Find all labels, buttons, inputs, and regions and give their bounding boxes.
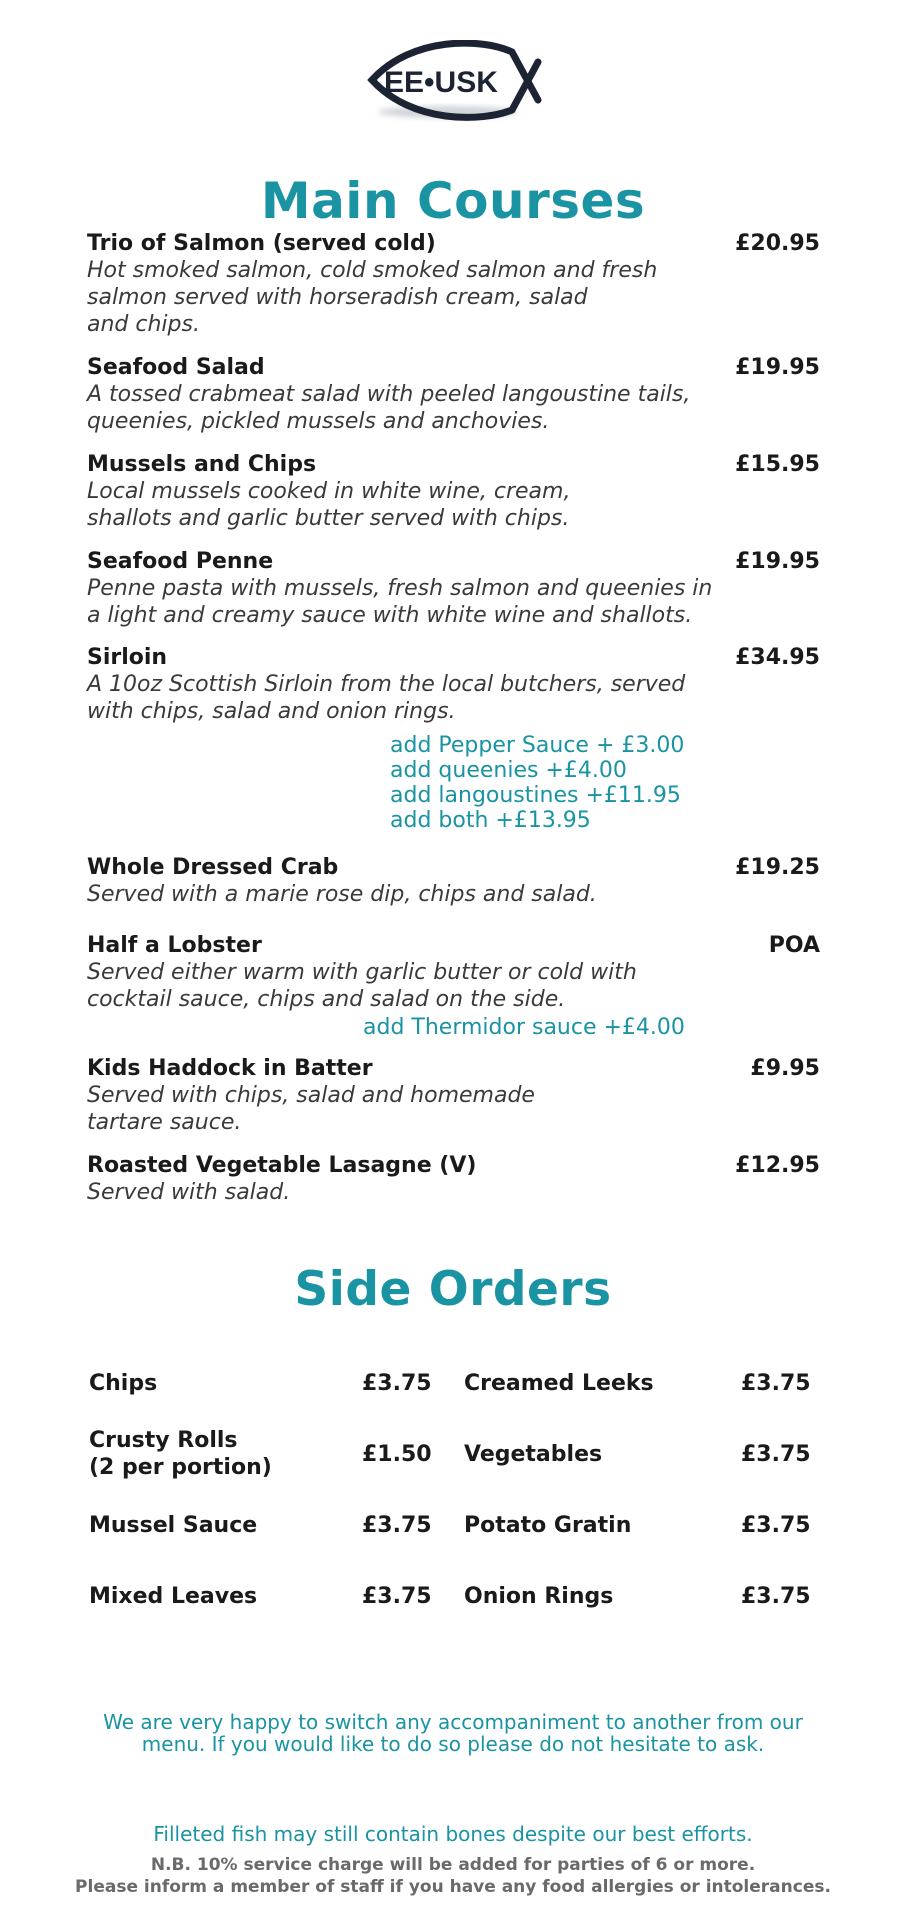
- menu-item-vegetable-lasagne: [87, 1152, 820, 1206]
- item-price: £19.95: [735, 355, 820, 380]
- main-courses-title: Main Courses: [260, 172, 646, 230]
- item-price: £20.95: [735, 231, 820, 256]
- item-name: Sirloin: [87, 645, 168, 670]
- menu-item-half-a-lobster: [87, 932, 820, 1013]
- side-item-price: £3.75: [741, 1513, 811, 1538]
- service-charge-note: N.B. 10% service charge will be added for parties of 6 or more.: [150, 1855, 756, 1875]
- side-item-price: £3.75: [362, 1513, 432, 1538]
- side-item-name: Mussel Sauce: [89, 1513, 258, 1538]
- side-item-price: £3.75: [741, 1442, 811, 1467]
- addon-pepper-sauce: add Pepper Sauce + £3.00: [390, 733, 685, 758]
- bones-note: Filleted fish may still contain bones despite our best efforts.: [153, 1822, 753, 1846]
- item-description: Served with a marie rose dip, chips and salad.: [87, 882, 597, 907]
- side-item-name: Crusty Rolls (2 per portion): [89, 1428, 272, 1480]
- addon-langoustines: add langoustines +£11.95: [390, 783, 681, 808]
- menu-item-seafood-salad: [87, 354, 820, 435]
- item-name: Kids Haddock in Batter: [87, 1056, 373, 1081]
- sirloin-addons: [390, 733, 684, 833]
- switch-note-line2: menu. If you would like to do so please do not hesitate to ask.: [141, 1732, 765, 1756]
- side-item-price: £3.75: [741, 1371, 811, 1396]
- logo-text: EE•USK: [384, 66, 498, 99]
- item-price: £9.95: [750, 1056, 820, 1081]
- item-name: Trio of Salmon (served cold): [87, 231, 436, 256]
- item-name: Seafood Salad: [87, 355, 265, 380]
- item-price: £19.95: [735, 549, 820, 574]
- item-name: Whole Dressed Crab: [87, 855, 339, 880]
- side-item-price: £3.75: [741, 1584, 811, 1609]
- item-price: £12.95: [735, 1153, 820, 1178]
- menu-item-kids-haddock: [87, 1055, 820, 1136]
- item-name: Seafood Penne: [87, 549, 274, 574]
- addon-both: add both +£13.95: [390, 808, 591, 833]
- item-name: Mussels and Chips: [87, 452, 317, 477]
- item-price: £15.95: [735, 452, 820, 477]
- side-item-name: Vegetables: [464, 1442, 603, 1467]
- allergy-note: Please inform a member of staff if you have any food allergies or intolerances.: [75, 1877, 831, 1897]
- item-description: Served with chips, salad and homemade tartare sauce.: [87, 1083, 535, 1135]
- side-item-name: Potato Gratin: [464, 1513, 632, 1538]
- item-description: Penne pasta with mussels, fresh salmon and queenies in a light and creamy sauce with white wine and shallots.: [87, 576, 713, 628]
- addon-queenies: add queenies +£4.00: [390, 758, 627, 783]
- menu-item-seafood-penne: [87, 548, 820, 629]
- menu-item-mussels-and-chips: [87, 451, 820, 532]
- menu-item-sirloin: [87, 644, 820, 725]
- side-item-name: Mixed Leaves: [89, 1584, 258, 1609]
- item-description: Served with salad.: [87, 1180, 291, 1205]
- menu-item-trio-of-salmon: [87, 230, 820, 338]
- addon-thermidor-sauce: add Thermidor sauce +£4.00: [363, 1015, 685, 1040]
- item-description: Local mussels cooked in white wine, cream, shallots and garlic butter served with chips.: [87, 479, 571, 531]
- item-description: Hot smoked salmon, cold smoked salmon and fresh salmon served with horseradish cream, salad and chips.: [87, 258, 658, 337]
- side-item-name: Chips: [89, 1371, 158, 1396]
- item-name: Roasted Vegetable Lasagne (V): [87, 1153, 477, 1178]
- item-price: POA: [768, 933, 820, 958]
- menu-item-whole-dressed-crab: [87, 854, 820, 908]
- side-item-name: Onion Rings: [464, 1584, 614, 1609]
- fish-logo-icon: [362, 40, 546, 126]
- side-orders-title: Side Orders: [294, 1262, 612, 1317]
- fish-logo-graphic: [362, 40, 546, 126]
- side-item-price: £1.50: [362, 1442, 432, 1467]
- lobster-addons: [363, 1015, 685, 1040]
- switch-note-line1: We are very happy to switch any accompaniment to another from our: [103, 1710, 803, 1734]
- side-item-price: £3.75: [362, 1371, 432, 1396]
- item-description: Served either warm with garlic butter or cold with cocktail sauce, chips and salad on the side.: [87, 960, 637, 1012]
- item-description: A tossed crabmeat salad with peeled langoustine tails, queenies, pickled mussels and anchovies.: [87, 382, 691, 434]
- item-name: Half a Lobster: [87, 933, 262, 958]
- item-description: A 10oz Scottish Sirloin from the local butchers, served with chips, salad and onion rings.: [87, 672, 686, 724]
- side-item-price: £3.75: [362, 1584, 432, 1609]
- item-price: £19.25: [735, 855, 820, 880]
- side-item-name: Creamed Leeks: [464, 1371, 654, 1396]
- item-price: £34.95: [735, 645, 820, 670]
